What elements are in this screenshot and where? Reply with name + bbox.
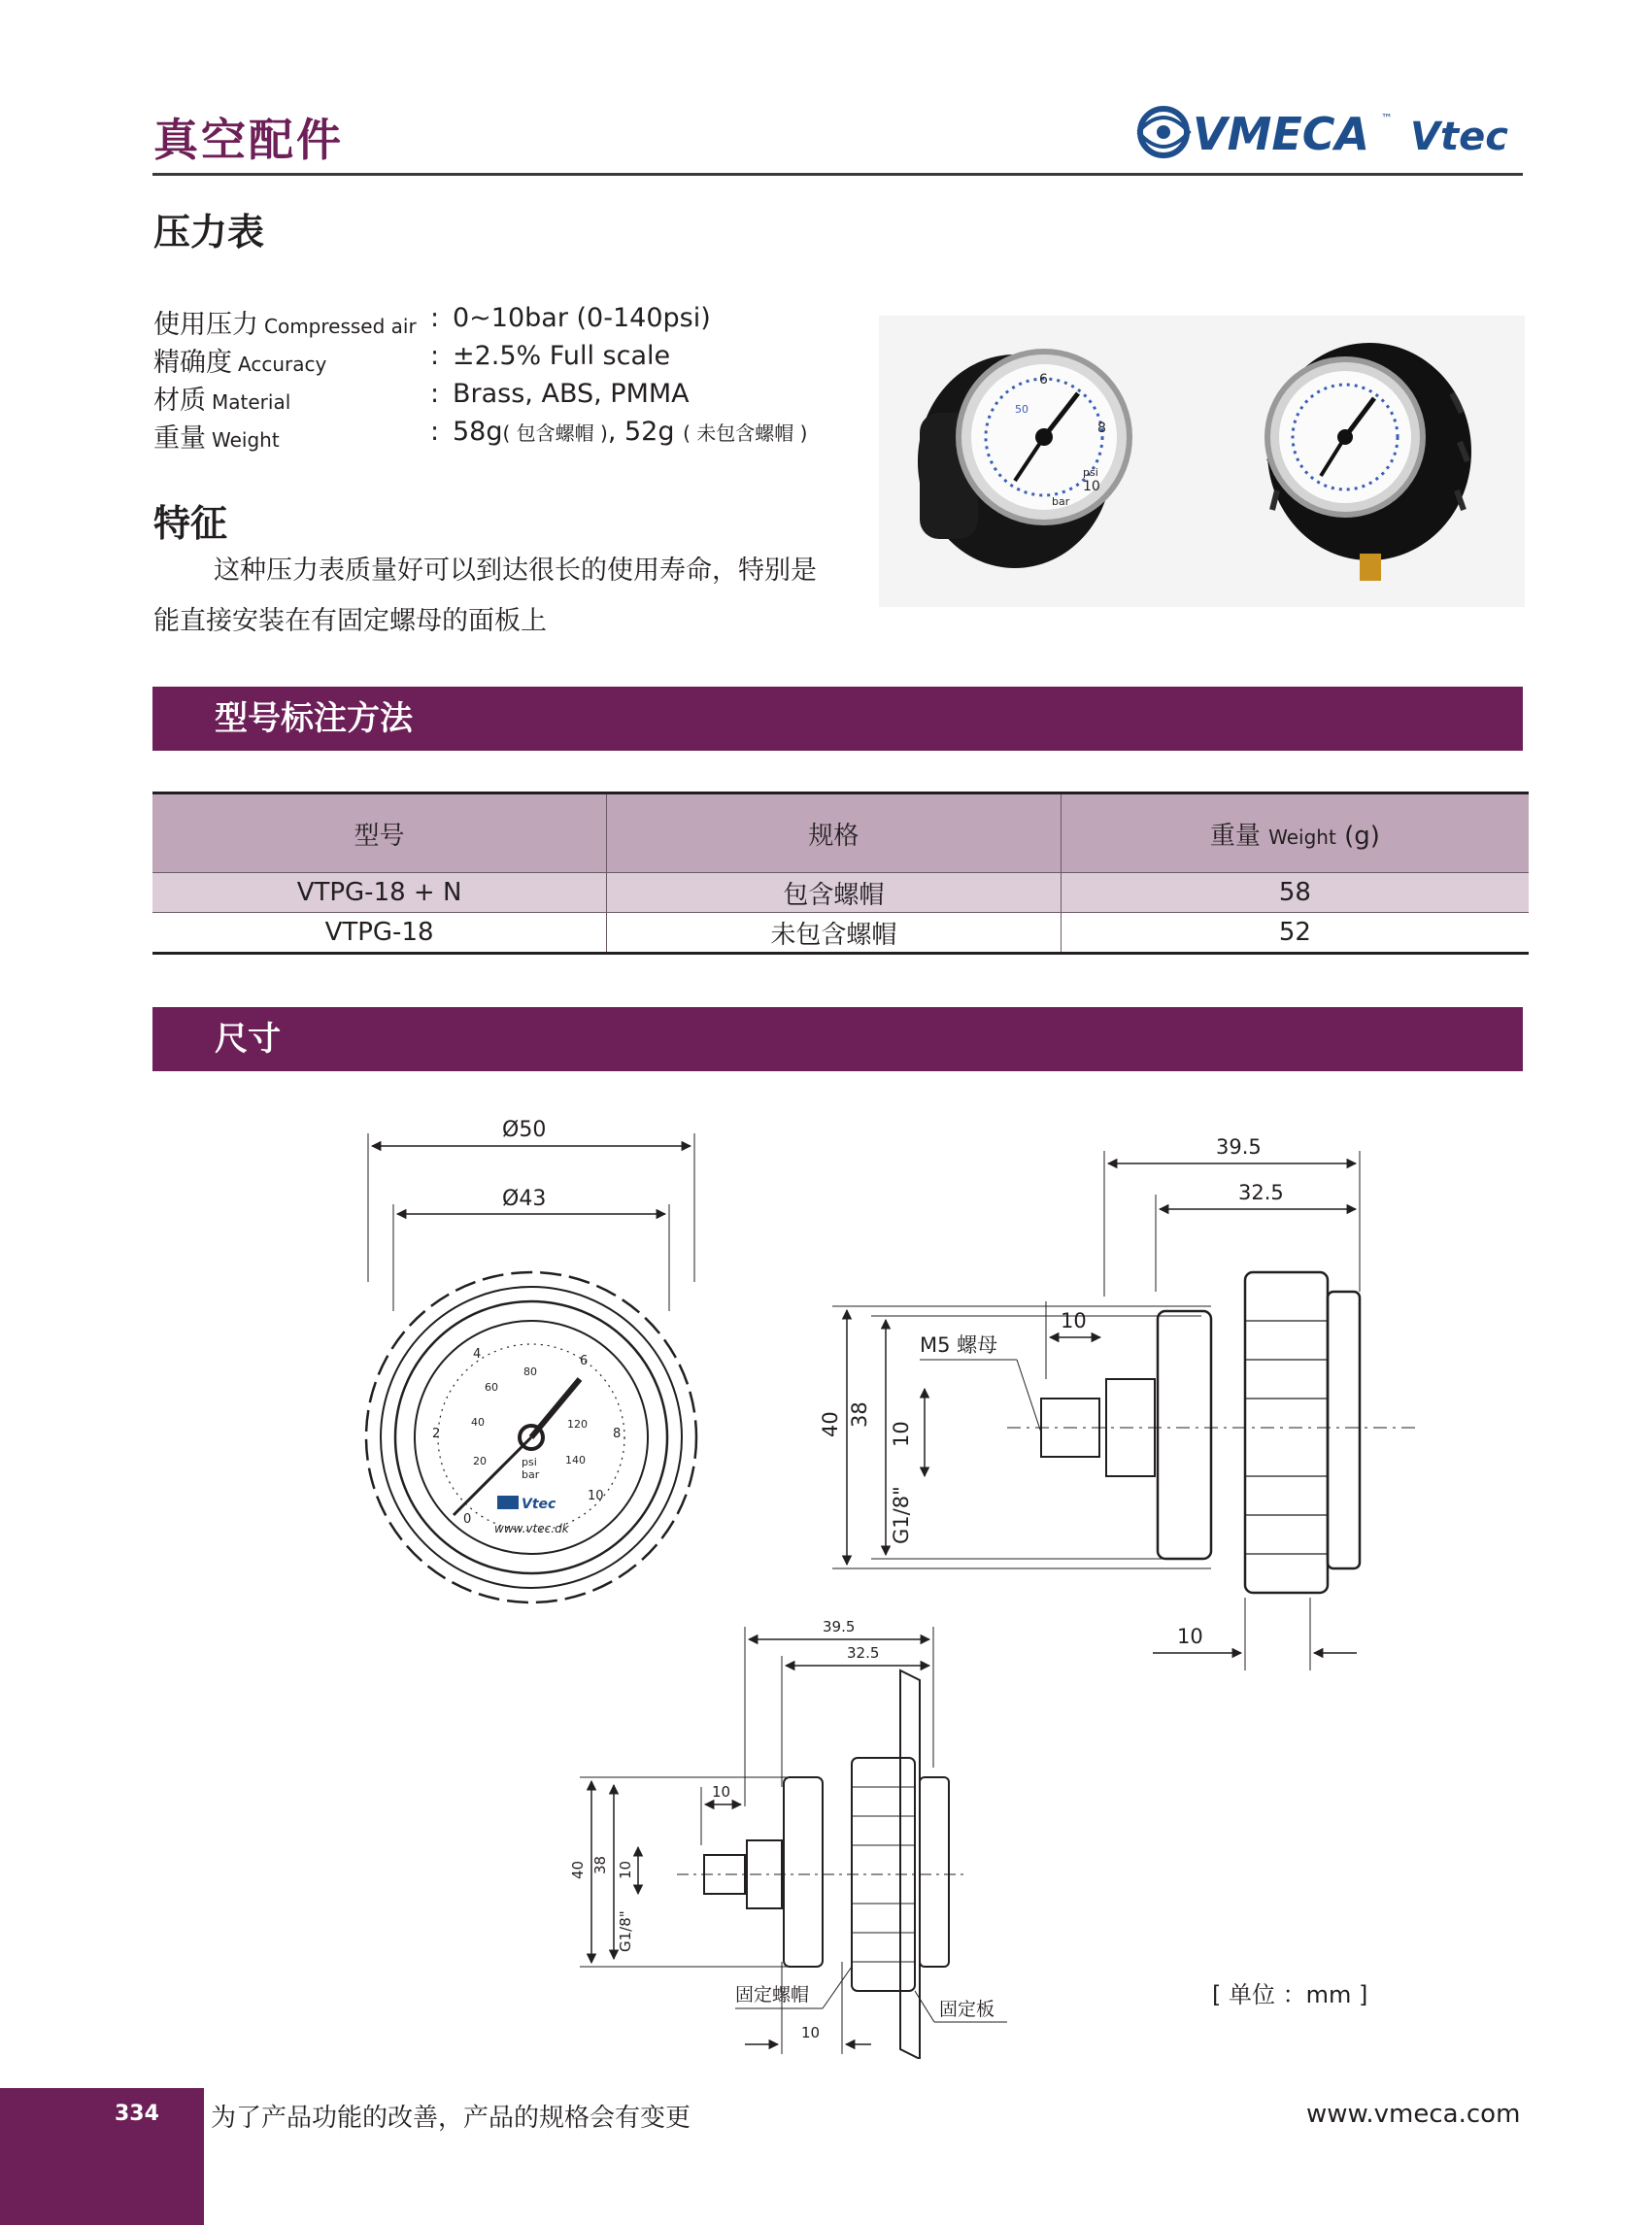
unit-note: [ 单位 ：mm ] <box>1212 1981 1368 2008</box>
dim-d50: Ø50 <box>502 1118 547 1142</box>
spec-row-accuracy <box>153 341 671 379</box>
unit-bar: bar <box>522 1468 540 1481</box>
dimensions-section-header: 尺寸 <box>152 1007 1523 1071</box>
panel-dim-10-vert: 10 <box>617 1860 634 1879</box>
cell-model: VTPG-18 + N <box>152 873 607 913</box>
gauge-scale-6: 6 <box>1039 372 1048 388</box>
weight-b: , 52g <box>607 417 675 447</box>
panel-dim-39-5: 39.5 <box>823 1618 856 1635</box>
panel-dim-10-top: 10 <box>712 1783 731 1801</box>
spec-value: 0~10bar (0-140psi) <box>453 303 711 333</box>
psi-40: 40 <box>471 1416 485 1429</box>
table-row <box>152 913 1529 954</box>
features-title: 特征 <box>153 502 228 545</box>
spec-sep: : <box>430 417 440 447</box>
col-weight-en: Weight <box>1268 825 1336 849</box>
scale-2: 2 <box>432 1427 441 1441</box>
gauge-scale-8: 8 <box>1097 421 1106 436</box>
dim-32-5: 32.5 <box>1238 1181 1284 1204</box>
dimension-drawings <box>152 1088 1532 2059</box>
cell-weight: 52 <box>1061 913 1529 954</box>
spec-sep: : <box>430 379 440 409</box>
page-title: 真空配件 <box>153 114 344 166</box>
table-row <box>152 873 1529 913</box>
panel-dim-40: 40 <box>569 1860 587 1879</box>
psi-80: 80 <box>523 1365 537 1378</box>
footer-page-block <box>0 2088 204 2225</box>
panel-dim-32-5: 32.5 <box>847 1644 880 1662</box>
spec-value <box>453 417 807 447</box>
spec-label: 精确度 <box>153 348 232 378</box>
col-model: 型号 <box>152 793 607 873</box>
panel-dim-38: 38 <box>591 1855 609 1874</box>
weight-a: 58g <box>453 417 503 447</box>
spec-value: ±2.5% Full scale <box>453 341 671 371</box>
gauge-scale-50: 50 <box>1015 403 1028 416</box>
spec-label-en: Material <box>212 390 291 414</box>
product-photo <box>879 316 1525 607</box>
dim-10-top: 10 <box>1061 1309 1087 1332</box>
panel-dim-10-bottom: 10 <box>801 2024 821 2041</box>
side-view-drawing <box>819 1135 1415 1670</box>
spec-label: 使用压力 <box>153 310 258 340</box>
front-view-drawing <box>366 1118 696 1602</box>
scale-10: 10 <box>588 1489 604 1503</box>
spec-sep: : <box>430 341 440 371</box>
cell-weight: 58 <box>1061 873 1529 913</box>
features-text: 这种压力表质量好可以到达很长的使用寿命，特别是能直接安装在有固定螺母的面板上 <box>153 556 817 636</box>
col-weight-cn: 重量 <box>1209 821 1261 851</box>
col-spec: 规格 <box>607 793 1062 873</box>
spec-label-en: Weight <box>212 428 280 452</box>
dim-10-bottom: 10 <box>1177 1625 1203 1648</box>
spec-row-weight <box>153 417 808 455</box>
spec-label-en: Accuracy <box>238 353 327 376</box>
dim-40: 40 <box>819 1411 842 1437</box>
psi-120: 120 <box>567 1418 588 1431</box>
dim-39-5: 39.5 <box>1216 1135 1262 1159</box>
label-fixing-nut: 固定螺帽 <box>735 1984 810 2006</box>
vmeca-emblem-icon <box>1138 109 1189 155</box>
scale-0: 0 <box>463 1512 472 1527</box>
dim-38: 38 <box>848 1401 871 1428</box>
vacuum-badge-icon <box>497 1496 519 1509</box>
spec-row-pressure <box>153 303 711 341</box>
psi-60: 60 <box>485 1381 498 1394</box>
spec-label: 材质 <box>153 386 206 416</box>
scale-4: 4 <box>473 1347 482 1362</box>
cell-model: VTPG-18 <box>152 913 607 954</box>
col-weight <box>1061 793 1529 873</box>
spec-label: 重量 <box>153 423 206 454</box>
header-divider <box>152 173 1523 176</box>
spec-label-en: Compressed air <box>264 315 417 338</box>
spec-sep: : <box>430 303 440 333</box>
www-vtec: www.vtec.dk <box>494 1522 569 1535</box>
spec-row-material <box>153 379 690 417</box>
scale-8: 8 <box>613 1427 622 1441</box>
weight-b-note: ( 未包含螺帽 ) <box>683 421 808 445</box>
logo-text-vtec: Vtec <box>1410 115 1508 159</box>
model-section-header: 型号标注方法 <box>152 687 1523 751</box>
product-title: 压力表 <box>153 211 265 253</box>
gauge-unit-bar: bar <box>1052 495 1070 508</box>
dim-d43: Ø43 <box>502 1187 547 1211</box>
unit-psi: psi <box>522 1456 537 1468</box>
logo-text-vmeca: VMECA <box>1193 108 1370 160</box>
label-fixing-plate: 固定板 <box>939 1999 995 2020</box>
psi-140: 140 <box>565 1454 586 1466</box>
footer-note: 为了产品功能的改善，产品的规格会有变更 <box>211 2104 691 2133</box>
model-table <box>152 792 1529 955</box>
cell-spec: 包含螺帽 <box>607 873 1062 913</box>
logo-tm: ™ <box>1381 112 1393 125</box>
scale-6: 6 <box>580 1354 589 1368</box>
spec-value: Brass, ABS, PMMA <box>453 379 690 409</box>
footer-url[interactable]: www.vmeca.com <box>1306 2100 1521 2129</box>
panel-mount-drawing <box>569 1618 1007 2059</box>
dim-10-vert: 10 <box>890 1421 913 1447</box>
table-header-row <box>152 793 1529 873</box>
label-g18: G1/8" <box>890 1486 913 1544</box>
gauge-scale-10: 10 <box>1083 479 1100 494</box>
cell-spec: 未包含螺帽 <box>607 913 1062 954</box>
page-number: 334 <box>115 2102 159 2126</box>
panel-label-g18: G1/8" <box>617 1910 634 1952</box>
vmeca-vtec-logo <box>1127 93 1525 171</box>
col-weight-unit: (g) <box>1344 821 1380 851</box>
label-m5-nut: M5 螺母 <box>920 1333 998 1357</box>
psi-20: 20 <box>473 1455 487 1467</box>
gauge-unit-psi: psi <box>1083 466 1098 479</box>
vtec-mark: Vtec <box>522 1497 556 1512</box>
weight-a-note: ( 包含螺帽 ) <box>502 421 608 445</box>
